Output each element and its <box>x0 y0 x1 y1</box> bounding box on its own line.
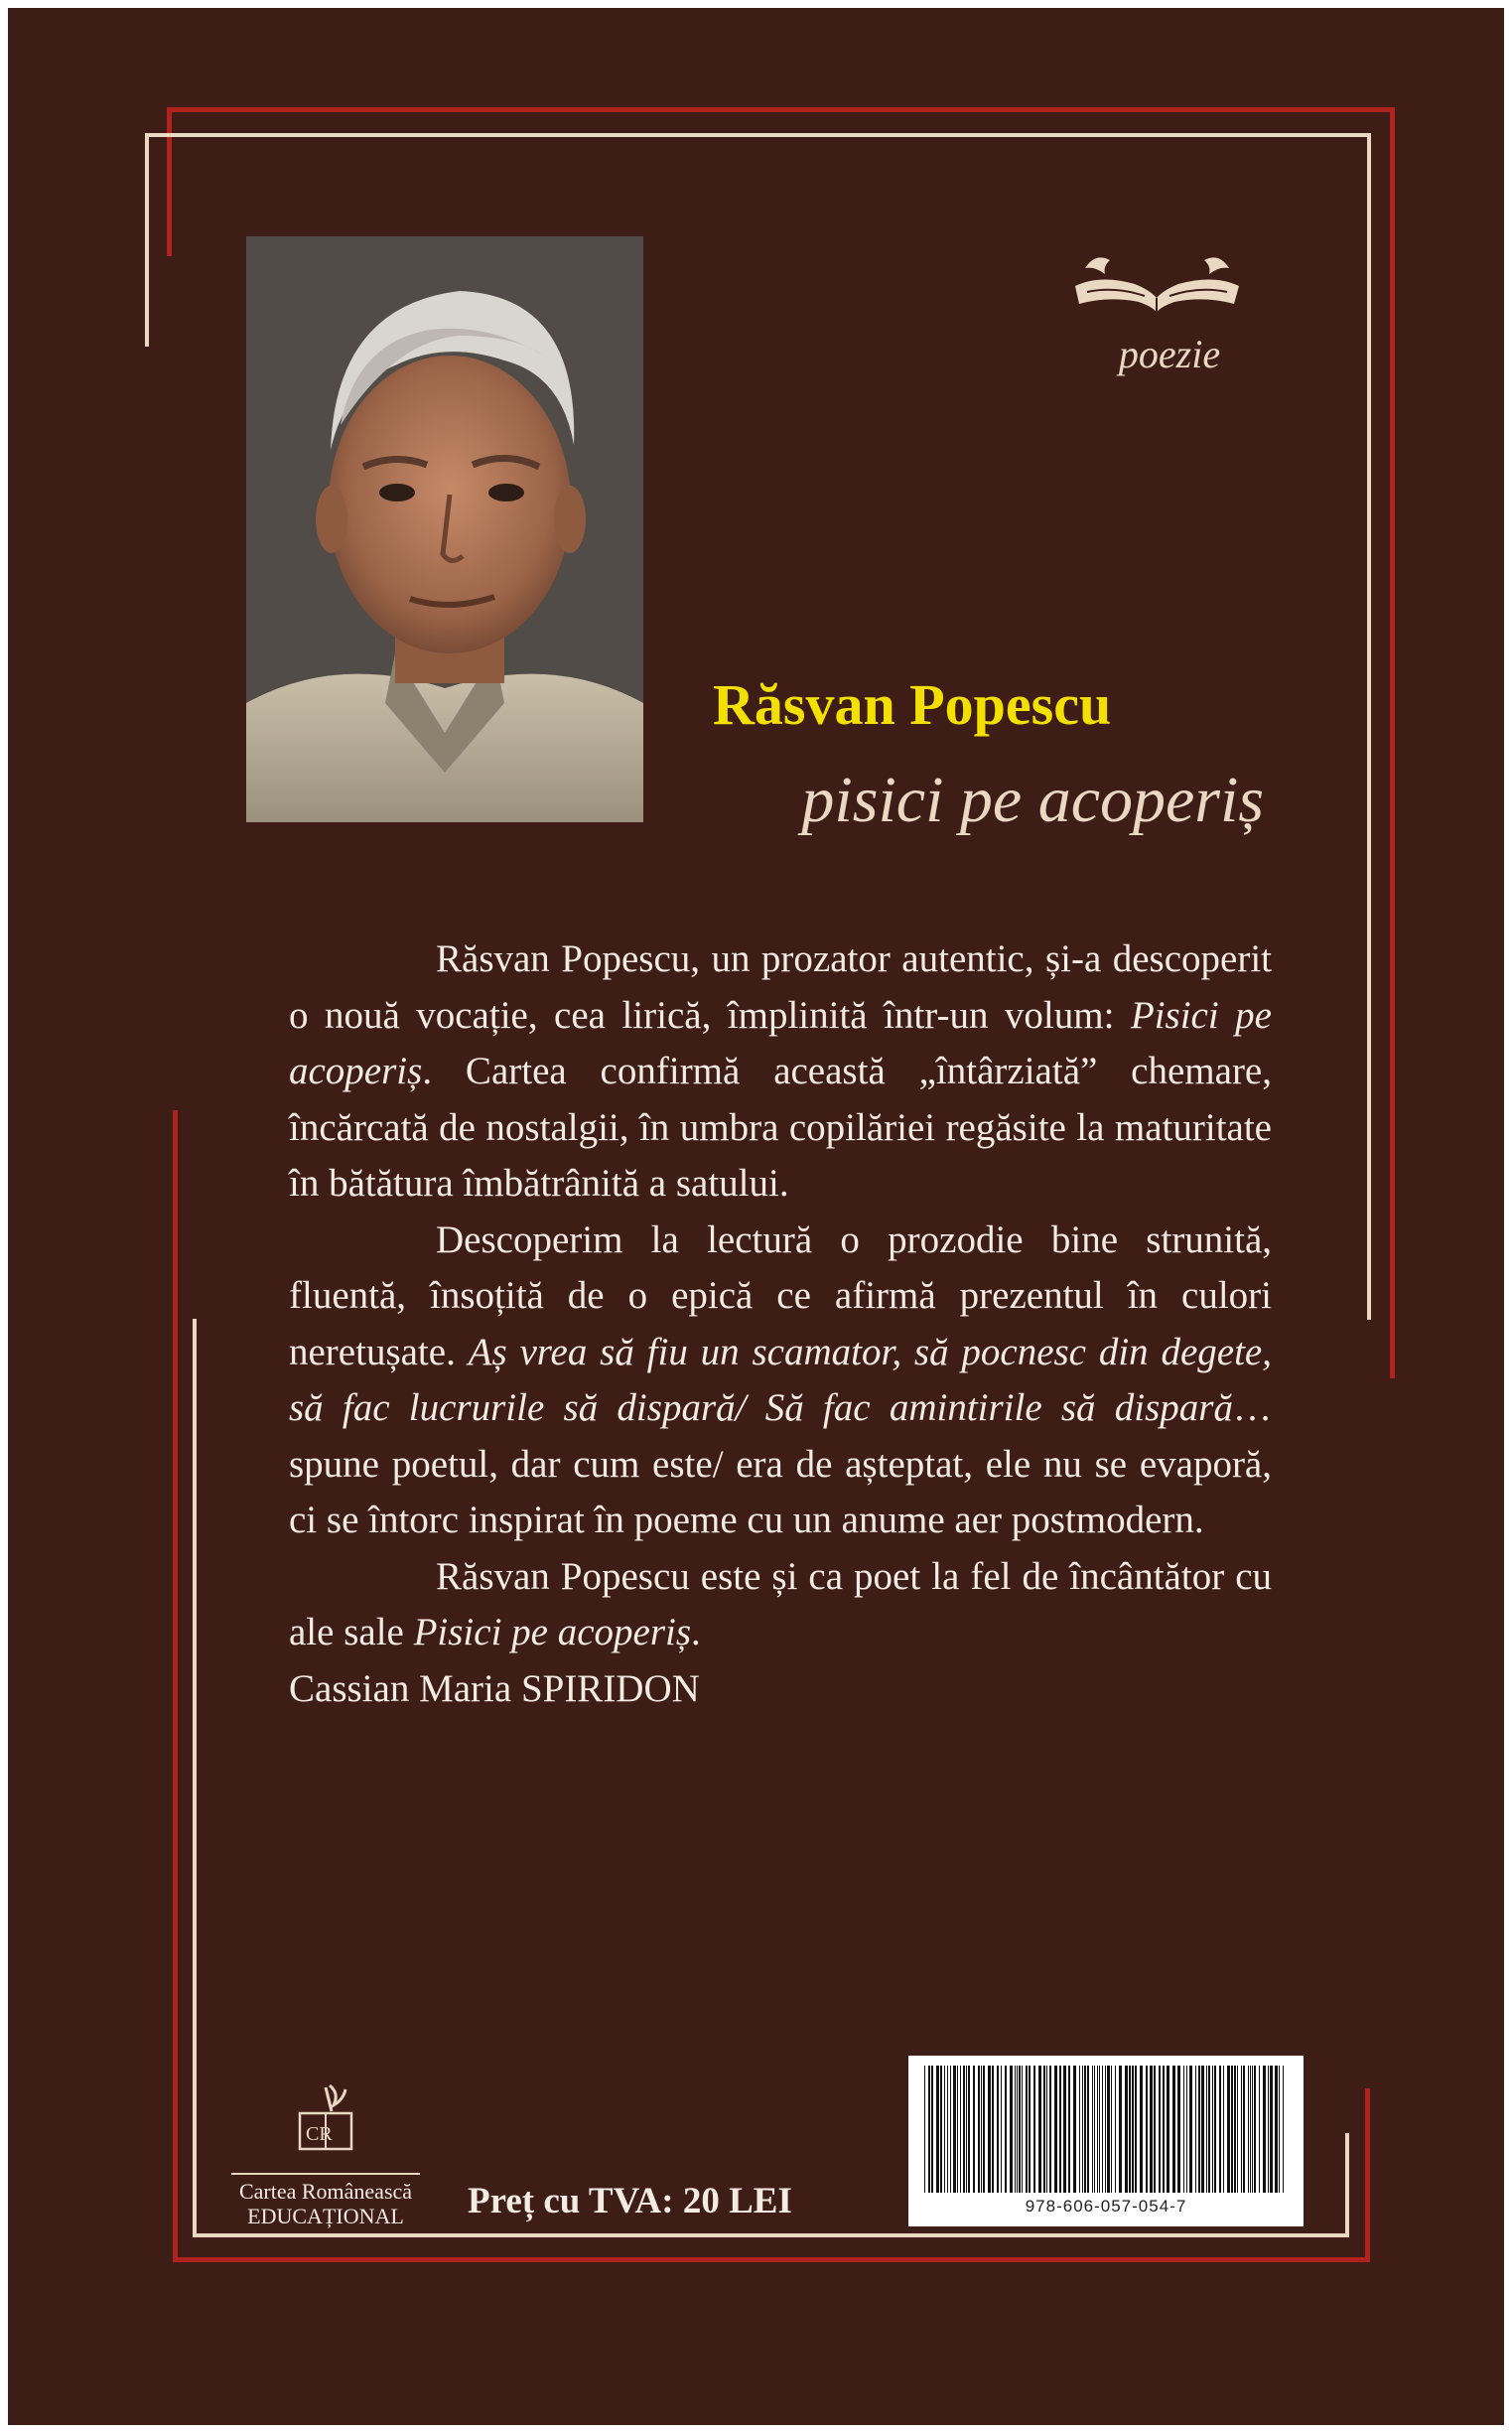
barcode-bar <box>997 2066 999 2193</box>
barcode-bar <box>940 2066 942 2193</box>
barcode-bar <box>1163 2066 1165 2193</box>
isbn-number: 978-606-057-054-7 <box>1025 2197 1187 2216</box>
price-label: Preț cu TVA: 20 LEI <box>468 2181 792 2221</box>
frame-red-right <box>1390 107 1395 1378</box>
barcode-bar <box>1150 2066 1153 2193</box>
barcode-bar <box>1263 2066 1266 2193</box>
barcode-bar <box>1177 2066 1180 2193</box>
frame-red-bottom <box>173 2257 1370 2262</box>
barcode-bar <box>1135 2066 1137 2193</box>
frame-cream-top <box>145 133 1371 137</box>
barcode-bar <box>1275 2066 1278 2193</box>
barcode-bar <box>957 2066 958 2193</box>
barcode-bar <box>963 2066 965 2193</box>
barcode-bar <box>1054 2066 1057 2193</box>
book-back-cover <box>8 8 1504 2425</box>
barcode-bar <box>1049 2066 1051 2193</box>
barcode-bar <box>988 2066 991 2193</box>
barcode-bar <box>978 2066 980 2193</box>
barcode-bar <box>1046 2066 1047 2193</box>
barcode-bar <box>981 2066 982 2193</box>
barcode-bar <box>1268 2066 1269 2193</box>
barcode-bar <box>924 2066 925 2193</box>
publisher-logo <box>231 2083 420 2153</box>
book-title: pisici pe acoperiș <box>801 764 1264 836</box>
barcode-bar <box>983 2066 985 2193</box>
barcode-bar <box>1102 2066 1103 2193</box>
blurb-signature: Cassian Maria SPIRIDON <box>289 1666 700 1710</box>
barcode-bar <box>1005 2066 1007 2193</box>
logo-letters: CR <box>306 2123 333 2145</box>
publisher-name <box>211 2179 440 2228</box>
barcode-bar <box>992 2066 994 2193</box>
barcode-bar <box>1241 2066 1242 2193</box>
barcode-bar <box>1195 2066 1196 2193</box>
barcode-bar <box>1001 2066 1002 2193</box>
author-name: Răsvan Popescu <box>713 672 1112 737</box>
barcode-bar <box>1029 2066 1031 2193</box>
barcode-bar <box>1084 2066 1086 2193</box>
barcode-bar <box>1017 2066 1018 2193</box>
barcode-bar <box>1270 2066 1273 2193</box>
barcode-bar <box>1250 2066 1251 2193</box>
barcode-bar <box>1015 2066 1016 2193</box>
barcode-bar <box>1019 2066 1021 2193</box>
barcode-bar <box>966 2066 967 2193</box>
frame-red-left-bottom <box>173 1110 178 2262</box>
publisher-line-2: EDUCAȚIONAL <box>247 2204 404 2228</box>
barcode-bar <box>1043 2066 1045 2193</box>
barcode-bar <box>1208 2066 1210 2193</box>
barcode-bar <box>1214 2066 1216 2193</box>
barcode-bar <box>1082 2066 1083 2193</box>
barcode-bar <box>1234 2066 1236 2193</box>
blurb-paragraph-1: Răsvan Popescu, un prozator autentic, și-a descoperit o nouă vocație, cea lirică, împlinită într-un volum: Pisici pe acoperiș. Cartea confirmă această „întârziată” chemare, încărcată de nostalgii, în umbra copilăriei regăsite la maturitate în bătătura îmbătrânită a satului. <box>289 937 1272 1205</box>
open-book-icon <box>1065 246 1249 316</box>
blurb-text <box>289 931 1272 1717</box>
barcode-bar <box>1248 2066 1249 2193</box>
barcode-bar <box>1167 2066 1169 2193</box>
barcode-bar <box>944 2066 945 2193</box>
frame-cream-right <box>1367 133 1371 1320</box>
barcode-bar <box>1079 2066 1080 2193</box>
barcode-bar <box>1198 2066 1200 2193</box>
barcode-bar <box>950 2066 951 2193</box>
barcode-bar <box>1243 2066 1245 2193</box>
blurb-paragraph-2: Descoperim la lectură o prozodie bine strunită, fluentă, însoțită de o epică ce afirmă prezentul în culori neretușate. Aș vrea să fiu un scamator, să pocnesc din degete, să fac lucrurile să dispară/ Să fac amintirile să dispară… spune poetul, dar cum este/ era de așteptat, ele nu se evaporă, ci se întorc inspirat în poeme cu un anume aer postmodern. <box>289 1217 1272 1541</box>
barcode-bar <box>1212 2066 1213 2193</box>
barcode-bar <box>1132 2066 1134 2193</box>
barcode-bar <box>931 2066 933 2193</box>
barcode-bar <box>1219 2066 1221 2193</box>
barcode-bar <box>1105 2066 1106 2193</box>
barcode-bar <box>936 2066 939 2193</box>
barcode-bar <box>1201 2066 1204 2193</box>
barcode-bar <box>1119 2066 1122 2193</box>
barcode-bar <box>1010 2066 1013 2193</box>
barcode-bar <box>973 2066 975 2193</box>
barcode-bars <box>920 2066 1292 2193</box>
frame-red-right-bottom <box>1365 2088 1370 2262</box>
barcode-bar <box>1073 2066 1076 2193</box>
barcode-bar <box>1092 2066 1093 2193</box>
frame-cream-left-bottom <box>193 1319 197 2237</box>
barcode-bar <box>1237 2066 1238 2193</box>
barcode-bar <box>1140 2066 1143 2193</box>
barcode-bar <box>1146 2066 1148 2193</box>
barcode-bar <box>1087 2066 1089 2193</box>
blurb-paragraph-3: Răsvan Popescu este și ca poet la fel de încântător cu ale sale Pisici pe acoperiș. <box>289 1554 1272 1653</box>
barcode-bar <box>1022 2066 1023 2193</box>
frame-cream-right-bottom <box>1345 2133 1349 2237</box>
barcode-bar <box>1283 2066 1284 2193</box>
barcode-bar <box>928 2066 930 2193</box>
barcode-bar <box>947 2066 948 2193</box>
frame-red-left-top <box>167 107 172 256</box>
author-photo <box>246 236 643 822</box>
barcode-bar <box>1068 2066 1070 2193</box>
barcode-bar <box>1097 2066 1098 2193</box>
frame-red-top <box>167 107 1395 112</box>
barcode-bar <box>1186 2066 1187 2193</box>
barcode-bar <box>1231 2066 1233 2193</box>
barcode-bar <box>1094 2066 1095 2193</box>
barcode-bar <box>1183 2066 1184 2193</box>
barcode <box>908 2056 1304 2226</box>
barcode-bar <box>1107 2066 1110 2193</box>
barcode-bar <box>1115 2066 1116 2193</box>
barcode-bar <box>1129 2066 1131 2193</box>
barcode-bar <box>1111 2066 1112 2193</box>
barcode-bar <box>1206 2066 1207 2193</box>
barcode-bar <box>1063 2066 1066 2193</box>
barcode-bar <box>1172 2066 1175 2193</box>
barcode-bar <box>1125 2066 1128 2193</box>
barcode-bar <box>968 2066 970 2193</box>
barcode-bar <box>1252 2066 1253 2193</box>
barcode-bar <box>1159 2066 1161 2193</box>
logo-divider <box>231 2173 420 2175</box>
frame-cream-left-top <box>145 133 149 347</box>
barcode-bar <box>953 2066 956 2193</box>
barcode-bar <box>960 2066 961 2193</box>
barcode-bar <box>1026 2066 1028 2193</box>
barcode-bar <box>1059 2066 1061 2193</box>
barcode-bar <box>1038 2066 1041 2193</box>
barcode-bar <box>1223 2066 1224 2193</box>
genre-label: poezie <box>1118 332 1221 376</box>
barcode-bar <box>1227 2066 1230 2193</box>
barcode-bar <box>1033 2066 1035 2193</box>
publisher-line-1: Cartea Românească <box>238 2179 413 2204</box>
barcode-bar <box>1154 2066 1156 2193</box>
barcode-bar <box>1189 2066 1192 2193</box>
barcode-bar <box>1099 2066 1100 2193</box>
barcode-bar <box>1279 2066 1280 2193</box>
barcode-bar <box>1254 2066 1256 2193</box>
frame-cream-bottom <box>193 2233 1349 2237</box>
barcode-bar <box>1259 2066 1260 2193</box>
